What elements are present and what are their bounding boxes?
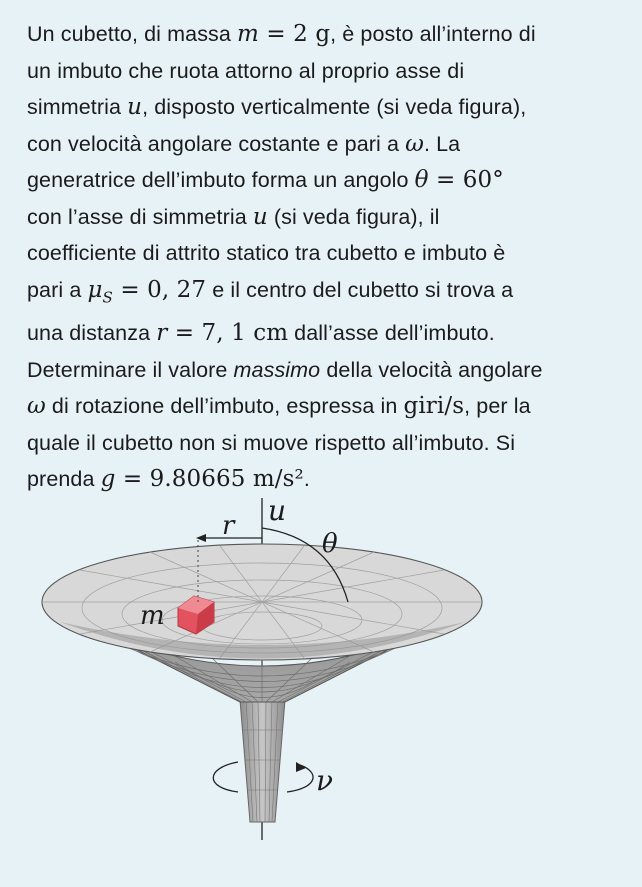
line-1: Un cubetto, di massa m = 2 g, è posto all’interno di bbox=[27, 21, 536, 47]
label-nu: ν bbox=[316, 764, 334, 797]
label-u: u bbox=[268, 494, 287, 527]
gravity-value: 9.80665 m/s² bbox=[149, 466, 304, 493]
line-6: con l’asse di simmetria u (si veda figura), il bbox=[27, 203, 440, 230]
line-4: con velocità angolare costante e pari a ω. La bbox=[27, 130, 461, 157]
funnel-figure bbox=[0, 490, 642, 887]
unit-giri: giri/s bbox=[403, 393, 465, 420]
line-8: pari a $\mu_S = 0$, 27 e il centro del cubetto si trova a bbox=[27, 276, 514, 306]
label-r: r bbox=[222, 511, 235, 541]
line-11: ω di rotazione dell’imbuto, espressa in giri/s, per la bbox=[27, 393, 531, 420]
mass-value: 2 g bbox=[293, 21, 331, 47]
label-theta: θ bbox=[322, 529, 338, 559]
problem-text bbox=[27, 16, 627, 498]
line-12: quale il cubetto non si muove rispetto all’imbuto. Si bbox=[27, 430, 516, 455]
var-m: m bbox=[237, 21, 259, 47]
line-2: un imbuto che ruota attorno al proprio asse di bbox=[27, 58, 465, 83]
var-omega: ω bbox=[27, 393, 46, 420]
line-5: generatrice dell’imbuto forma un angolo θ = 60° bbox=[27, 167, 504, 193]
line-9: una distanza r = 7, 1 cm dall’asse dell’imbuto. bbox=[27, 320, 495, 347]
var-r: r bbox=[156, 320, 168, 347]
distance-value: 7, 1 cm bbox=[201, 320, 289, 347]
var-theta: θ bbox=[414, 167, 429, 193]
var-u: u bbox=[127, 94, 143, 120]
line-10: Determinare il valore massimo della velocità angolare bbox=[27, 357, 543, 382]
label-m: m bbox=[140, 601, 165, 631]
var-g: g bbox=[100, 466, 116, 493]
line-13: prenda g = 9.80665 m/s². bbox=[27, 466, 310, 493]
var-u: u bbox=[252, 203, 268, 230]
line-3: simmetria u, disposto verticalmente (si veda figura), bbox=[27, 94, 527, 120]
var-omega: ω bbox=[405, 130, 424, 157]
var-mu: μ bbox=[87, 276, 103, 303]
emphasis-massimo: massimo bbox=[233, 357, 321, 382]
angle-value: 60° bbox=[462, 167, 504, 193]
friction-value: 0, 27 bbox=[147, 276, 207, 303]
line-7: coefficiente di attrito statico tra cubetto e imbuto è bbox=[27, 241, 506, 265]
